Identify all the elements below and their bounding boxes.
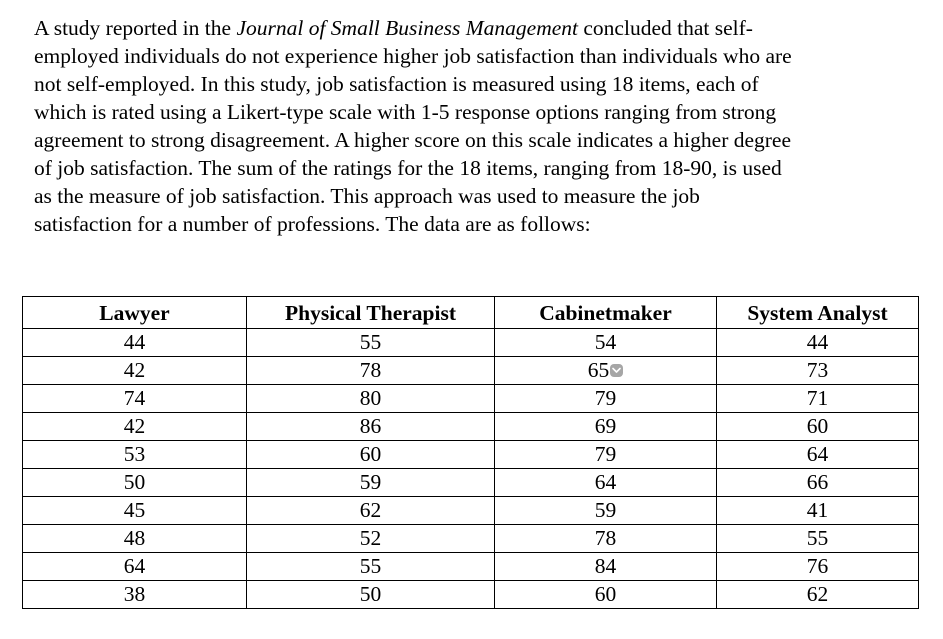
- job-satisfaction-table: [22, 296, 919, 609]
- table-row: [23, 581, 919, 609]
- table-row: [23, 525, 919, 553]
- cell-value: 64: [806, 442, 829, 466]
- cell-physical-therapist: [247, 581, 495, 609]
- paragraph-line: [34, 182, 914, 210]
- cell-cabinetmaker: [495, 385, 717, 413]
- chevron-down-icon[interactable]: [610, 364, 623, 377]
- cell-value: 55: [359, 554, 382, 578]
- cell-lawyer: [23, 357, 247, 385]
- table-row: [23, 469, 919, 497]
- cell-system-analyst: [717, 441, 919, 469]
- cell-physical-therapist: [247, 553, 495, 581]
- cell-physical-therapist: [247, 357, 495, 385]
- cell-value: 41: [806, 498, 829, 522]
- cell-lawyer: [23, 329, 247, 357]
- cell-physical-therapist: [247, 385, 495, 413]
- paragraph-line: [34, 98, 914, 126]
- cell-value: 50: [359, 582, 382, 606]
- paragraph-line: [34, 42, 914, 70]
- cell-system-analyst: [717, 525, 919, 553]
- cell-cabinetmaker: [495, 329, 717, 357]
- table-row: [23, 441, 919, 469]
- cell-value: 74: [123, 386, 146, 410]
- paragraph-line: [34, 70, 914, 98]
- paragraph-line: [34, 14, 914, 42]
- cell-value: 59: [359, 470, 382, 494]
- cell-system-analyst: [717, 413, 919, 441]
- cell-value: 50: [123, 470, 146, 494]
- paragraph-line: [34, 154, 914, 182]
- paragraph-line: [34, 126, 914, 154]
- cell-value: 52: [359, 526, 382, 550]
- cell-value: 48: [123, 526, 146, 550]
- cell-lawyer: [23, 525, 247, 553]
- cell-physical-therapist: [247, 329, 495, 357]
- cell-value: 66: [806, 470, 829, 494]
- cell-lawyer: [23, 581, 247, 609]
- cell-value: 86: [359, 414, 382, 438]
- cell-system-analyst: [717, 329, 919, 357]
- cell-value: 84: [594, 554, 617, 578]
- cell-value: 62: [359, 498, 382, 522]
- table-row: [23, 357, 919, 385]
- cell-system-analyst: [717, 497, 919, 525]
- cell-value: 64: [123, 554, 146, 578]
- line-text: employed individuals do not experience higher job satisfaction than individuals who are: [34, 44, 792, 68]
- column-header-cabinetmaker: Cabinetmaker: [495, 297, 717, 329]
- cell-value: 42: [123, 414, 146, 438]
- cell-lawyer: [23, 413, 247, 441]
- line-text: of job satisfaction. The sum of the ratings for the 18 items, ranging from 18-90, is used: [34, 156, 782, 180]
- cell-cabinetmaker: [495, 413, 717, 441]
- cell-value: 60: [359, 442, 382, 466]
- cell-physical-therapist: [247, 413, 495, 441]
- cell-value: 42: [123, 358, 146, 382]
- line-text: concluded that self-: [578, 16, 753, 40]
- cell-value: 65: [587, 358, 610, 382]
- line-text: A study reported in the: [34, 16, 237, 40]
- cell-value: 44: [806, 330, 829, 354]
- cell-cabinetmaker: [495, 525, 717, 553]
- cell-value: 64: [594, 470, 617, 494]
- cell-value: 78: [594, 526, 617, 550]
- cell-system-analyst: [717, 553, 919, 581]
- cell-value: 79: [594, 442, 617, 466]
- problem-statement: [34, 14, 914, 238]
- cell-lawyer: [23, 469, 247, 497]
- cell-value: 59: [594, 498, 617, 522]
- cell-physical-therapist: [247, 441, 495, 469]
- cell-system-analyst: [717, 469, 919, 497]
- cell-value: 38: [123, 582, 146, 606]
- cell-lawyer: [23, 441, 247, 469]
- cell-cabinetmaker: [495, 581, 717, 609]
- cell-system-analyst: [717, 385, 919, 413]
- line-text: satisfaction for a number of professions. The data are as follows:: [34, 212, 591, 236]
- cell-lawyer: [23, 497, 247, 525]
- cell-value: 71: [806, 386, 829, 410]
- cell-physical-therapist: [247, 469, 495, 497]
- paragraph-line: [34, 210, 914, 238]
- table-row: [23, 385, 919, 413]
- line-text: not self-employed. In this study, job satisfaction is measured using 18 items, each of: [34, 72, 759, 96]
- table-header-row: [23, 297, 919, 329]
- cell-value: 60: [594, 582, 617, 606]
- cell-lawyer: [23, 385, 247, 413]
- column-header-physical-therapist: Physical Therapist: [247, 297, 495, 329]
- cell-cabinetmaker: [495, 553, 717, 581]
- cell-cabinetmaker: [495, 469, 717, 497]
- cell-value: 60: [806, 414, 829, 438]
- cell-system-analyst: [717, 357, 919, 385]
- table-row: [23, 329, 919, 357]
- table-row: [23, 497, 919, 525]
- line-text: agreement to strong disagreement. A higher score on this scale indicates a higher degree: [34, 128, 792, 152]
- cell-cabinetmaker: [495, 357, 717, 385]
- cell-value: 73: [806, 358, 829, 382]
- column-header-lawyer: Lawyer: [23, 297, 247, 329]
- table-row: [23, 553, 919, 581]
- cell-value: 80: [359, 386, 382, 410]
- cell-physical-therapist: [247, 525, 495, 553]
- journal-title: Journal of Small Business Management: [236, 16, 579, 40]
- cell-cabinetmaker: [495, 441, 717, 469]
- cell-value: 79: [594, 386, 617, 410]
- cell-value: 69: [594, 414, 617, 438]
- cell-value: 45: [123, 498, 146, 522]
- line-text: which is rated using a Likert-type scale with 1-5 response options ranging from strong: [34, 100, 777, 124]
- cell-value: 55: [806, 526, 829, 550]
- column-header-system-analyst: System Analyst: [717, 297, 919, 329]
- cell-system-analyst: [717, 581, 919, 609]
- cell-value: 62: [806, 582, 829, 606]
- cell-value: 76: [806, 554, 829, 578]
- cell-cabinetmaker: [495, 497, 717, 525]
- cell-value: 54: [594, 330, 617, 354]
- line-text: as the measure of job satisfaction. This approach was used to measure the job: [34, 184, 700, 208]
- cell-value: 44: [123, 330, 146, 354]
- cell-lawyer: [23, 553, 247, 581]
- cell-value: 53: [123, 442, 146, 466]
- table-row: [23, 413, 919, 441]
- cell-physical-therapist: [247, 497, 495, 525]
- cell-value: 55: [359, 330, 382, 354]
- cell-value: 78: [359, 358, 382, 382]
